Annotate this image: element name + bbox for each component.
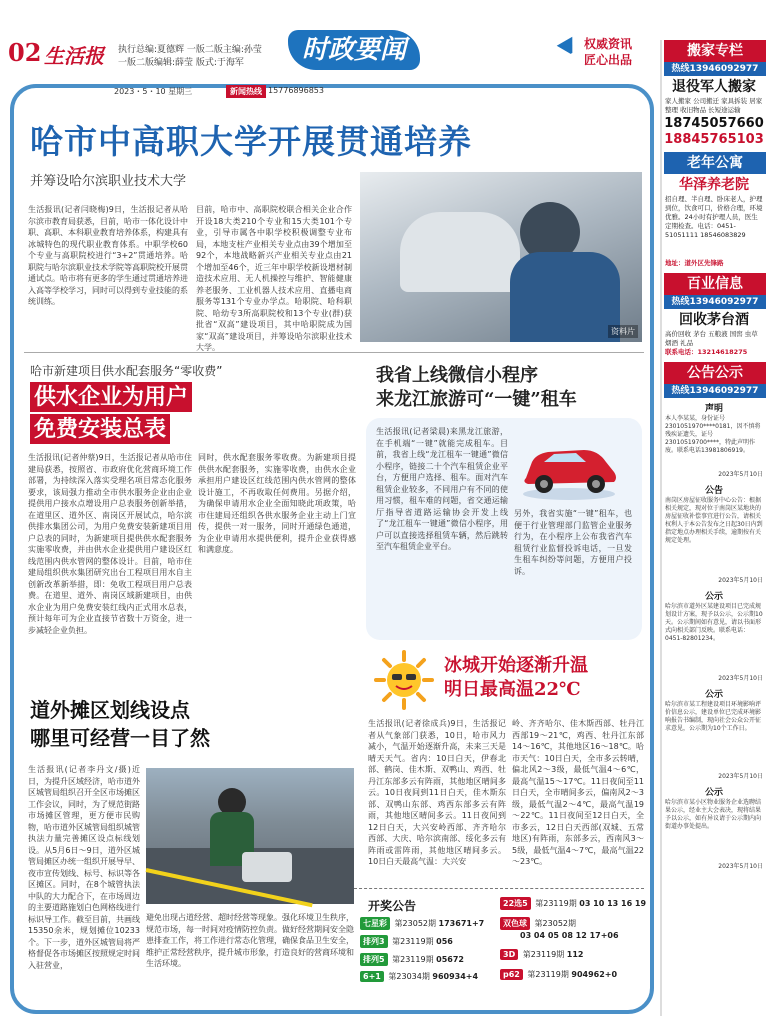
- lottery-box: [354, 888, 647, 1012]
- lottery-numbers: 05672: [436, 955, 464, 964]
- story2-title-line2: 免费安装总表: [30, 414, 170, 444]
- staff-line-2: 一版二版编辑:薛莹 版式:于海军: [118, 58, 244, 68]
- lottery-row: [500, 917, 576, 930]
- story4-title-line2: 明日最高温22℃: [444, 679, 581, 700]
- lottery-name: p62: [500, 969, 523, 980]
- story3-body-col1: 生活报讯(记者梁晨)来黑龙江旅游，在手机端“一键”就能完成租车。目前，我省上线“龙江租车一键通”微信小程序，链接二十个汽车租赁企业平台，方便用户选择、租车。面对汽车租赁企业较多，不同用户有不同的使用习惯，租车难的问题，省交通运输厅指导省道路运输协会开发上线了“龙江租车一键通”微信小程序，用户可以直接选择租赁车辆，然后跳转至汽车租赁企业平台。: [376, 427, 508, 551]
- care-home-address: 地址：道外区先锋路: [665, 259, 724, 267]
- section-banner: 时政要闻: [288, 30, 420, 70]
- paper-logo: 生活报: [44, 44, 104, 68]
- lottery-row: [360, 917, 484, 930]
- story3-body-col2: 另外，我省实施“一键”租车，也便于行业管理部门监管企业服务行为，在小程序上公布我省汽车租赁行业监督投诉电话，一旦发生租车纠纷等问题，方便用户投诉。: [514, 509, 632, 576]
- hotline-label: 新闻热线: [226, 85, 266, 98]
- notice-date: 2023年5月10日: [718, 471, 763, 478]
- ads-hotline: 热线13946092977: [664, 62, 766, 76]
- staff-credits: [118, 44, 298, 70]
- student-body: [510, 252, 620, 342]
- ads-hotline: 热线13946092977: [664, 384, 766, 398]
- notice-item: [662, 589, 766, 684]
- story3-title-line2: 来龙江旅游可“一键”租车: [376, 389, 577, 410]
- notice-date: 2023年5月10日: [718, 577, 763, 584]
- lottery-issue: 第23052期: [394, 919, 436, 928]
- lottery-numbers: 03 04 05 08 12 17+06: [520, 931, 619, 940]
- story5-title-line1: 道外摊区划线设点: [30, 698, 190, 722]
- moving-desc: 家人搬家 公司搬迁 家具拆装 居家整理 收旧物品 长短途运输: [665, 97, 763, 114]
- care-home-desc: 招自理、半自理、卧床老人，护理到位，饮食可口，价格合理，环境优雅。24小时有护理人员，医生定期检查。电话：0451-51051111 18546083829: [665, 195, 763, 239]
- ads-header-notices: 公告公示: [664, 362, 766, 384]
- lottery-row: [500, 949, 583, 960]
- slogan: [584, 36, 632, 68]
- lottery-row: [500, 969, 617, 980]
- lottery-numbers: 904962+0: [571, 970, 618, 979]
- moving-title: 退役军人搬家: [672, 79, 756, 95]
- ads-header-moving: 搬家专栏: [664, 40, 766, 62]
- lottery-row: [360, 935, 453, 948]
- ads-hotline: 热线13946092977: [664, 295, 766, 309]
- care-home-title: 华泽养老院: [679, 177, 749, 193]
- arrow-icon: [557, 37, 582, 62]
- photo-caption: 资料片: [608, 325, 638, 338]
- line-machine: [242, 852, 292, 882]
- ads-column: [660, 40, 766, 1016]
- lottery-issue: 第23119期: [535, 899, 577, 908]
- lottery-issue: 第23119期: [392, 937, 434, 946]
- notice-date: 2023年5月10日: [718, 675, 763, 682]
- lottery-numbers: 960934+4: [432, 972, 479, 981]
- notice-title: 公示: [704, 592, 723, 602]
- story1-title: 哈市中高职大学开展贯通培养: [30, 122, 472, 161]
- lottery-row: [360, 953, 464, 966]
- notice-text: 南岗区房屋征收服务中心公告：根据相关规定，现对位于南岗区某地块的房屋征收补偿事宜进行公告，请相关权利人于本公告发布之日起30日内到指定地点办理相关手续，逾期按有关规定处理。: [665, 497, 763, 544]
- story2-body-col2: 同时，供水配套服务零收费。为新建项目提供供水配套服务，实施零收费，由供水企业承担用户建设区红线范围内供水管网的整体设计施工，不再收取任何费用。另据介绍，为确保申请用水企业全面知晓此项政策，哈市住建局还组织各供水服务企业主动上门宣传，提供一对一服务，同时开通绿色通道，为企业申请用水提供便利，提升企业获得感和满意度。: [198, 453, 356, 554]
- notice-title: 公示: [704, 788, 723, 798]
- notice-item: [662, 483, 766, 586]
- ads-header-elderly: 老年公寓: [664, 152, 766, 174]
- notice-item: [662, 785, 766, 872]
- slogan-line-2: 匠心出品: [584, 53, 633, 67]
- issue-date: 2023・5・10 星期三: [114, 87, 193, 96]
- lottery-numbers-row: [520, 931, 619, 940]
- story1-body-col2: 目前，哈市中、高职院校联合相关企业合作开设18大类210个专业和15大类101个专业，引导市属各中职学校积极调整专业布局，本地支柱产业相关专业点由39个增加至92个，本地战略新兴产业相关专业点由21个增加至46个，近三年中职学校新设增材制造技术应用、无人机操控与维护、智能健康养老服务、工业机器人技术应用、直播电商服务等131个专业办学点。哈职院、哈科职院、哈幼专3所高职院校和13个专业(群)获批省“双高”建设项目，其中哈职院成为国家“双高”建设项目，并筹设哈尔滨职业技术大学。: [196, 205, 352, 352]
- notice-text: 本人李某某，身份证号2301051970****0181，因不慎将残疾证遗失，证号23010519700****，特此声明作废。联系电话13981806919。: [665, 415, 761, 454]
- story5-title-line2: 哪里可经营一目了然: [30, 726, 210, 750]
- notice-item: [662, 401, 766, 480]
- lottery-row: [500, 897, 646, 910]
- story5-title: [30, 696, 350, 752]
- story4-title-line1: 冰城开始逐渐升温: [444, 655, 588, 676]
- lottery-name: 排列3: [360, 935, 388, 948]
- notice-item: [662, 687, 766, 782]
- story3-title-line1: 我省上线微信小程序: [376, 365, 538, 386]
- lottery-issue: 第23119期: [522, 950, 565, 959]
- lottery-name: 6+1: [360, 971, 384, 982]
- recycle-phone: 联系电话：13214618275: [665, 348, 748, 356]
- lottery-name: 双色球: [500, 917, 530, 930]
- lottery-name: 3D: [500, 949, 518, 960]
- recycle-title: 回收茅台酒: [679, 312, 749, 328]
- page-number: 02: [8, 38, 42, 67]
- lottery-name: 七星彩: [360, 917, 390, 930]
- notice-title: 公示: [704, 690, 723, 700]
- lottery-numbers: 056: [436, 937, 453, 946]
- story4-body-col1: 生活报讯(记者徐成兵)9日，生活报记者从气象部门获悉，10日，哈市风力减小，气温开始逐渐升高，未来三天是晴天天气。省内：10日白天，伊春北部、鹤岗、佳木斯、双鸭山、鸡西、牡丹江东部多云有阵雨，其他地区晴间多云。10日夜间到11日白天，佳木斯东部、双鸭山东部、鸡西东部多云有阵雨，其他地区晴间多云。11日夜间到12日白天，大兴安岭西部、齐齐哈尔西部、大庆、哈尔滨南部、绥化多云有阵雨或雷阵雨，其他地区晴间多云。10日白天最高气温：大兴安: [368, 719, 506, 866]
- story5-body-col2: 避免出现占道经营、超时经营等现象。强化环境卫生秩序，规范市场，每一时间对疫情防控负责。做好经营期间安全隐患排查工作，将工作进行常态化管理，确保食品卫生安全，维护正常经营秩序，提升城市形象，打造良好的营商环境和生活环境。: [146, 913, 354, 968]
- story2-title-line1: 供水企业为用户: [30, 382, 192, 412]
- lottery-name: 排列5: [360, 953, 388, 966]
- lottery-issue: 第23052期: [534, 919, 576, 928]
- story4-body-col2: 岭、齐齐哈尔、佳木斯西部、牡丹江西部19～21℃，鸡西、牡丹江东部14～16℃，其他地区16～18℃。哈市天气：10日白天，全市多云转晴，偏北风2～3级，最低气温4～6℃，最高气温15～17℃。11日夜间至11日白天，全市晴间多云，偏南风2～3级，最低气温2～4℃，最高气温19～22℃。11日夜间至12日白天，全市多云，12日白天西部(双城、五常地区)有阵雨，东部多云，西南风3～5级，最低气温4～7℃，最高气温22～23℃。: [512, 719, 644, 866]
- story5-body-col1: 生活报讯(记者李丹文/摄)近日，为提升区域经济，哈市道外区城管局组织召开全区市场摊区工作会议，同时，为了规范街路市场摊区管理，更方便市民购物，哈市道外区城管局组织城管执法力量完善摊区设点标线划设。从5月6日～9日，道外区城管局摊区办统一组织开展导早、夜市宣传划线、标号、标识等各区摊区。同时，在8个城管执法中队的大力配合下，在市场周边的主要道路施划白色网格线进行标识导工作。截至目前，共画线15350余米，规划摊位10233个。下一步，道外区城管局将严格督促各市场摊区按照规定时间入驻营业，: [28, 765, 140, 970]
- hotline-number: 15776896853: [268, 86, 324, 95]
- ads-header-business: 百业信息: [664, 273, 766, 295]
- notice-title: 声明: [704, 404, 723, 414]
- lottery-issue: 第23119期: [392, 955, 434, 964]
- lottery-numbers: 03 10 13 16 19: [579, 899, 647, 908]
- lottery-issue: 第23119期: [527, 970, 569, 979]
- notice-date: 2023年5月10日: [718, 863, 763, 870]
- story1-subtitle: 并筹设哈尔滨职业技术大学: [30, 174, 187, 189]
- car-icon: [514, 432, 624, 502]
- story5-photo: [146, 768, 354, 904]
- notice-text: 哈尔滨市某小区物业服务企业选聘结果公示，经业主大会表决，现将结果予以公示，如有异议请于公示期内向街道办事处提出。: [665, 799, 762, 830]
- lottery-numbers: 173671+7: [438, 919, 485, 928]
- notice-text: 哈尔滨市某工程建设项目环境影响评价信息公示，建设单位已完成环境影响报告书编制，现向社会公众公开征求意见，公示期为10个工作日。: [665, 701, 762, 732]
- notice-date: 2023年5月10日: [718, 773, 763, 780]
- slogan-line-1: 权威资讯: [584, 37, 633, 51]
- lottery-title: 开奖公告: [368, 899, 417, 913]
- recycle-desc: 高价回收 茅台 五粮液 国窖 虫草 烟酒 礼品: [665, 330, 758, 347]
- moving-phone-2: 18845765103: [664, 132, 764, 147]
- story2-kicker: 哈市新建项目供水配套服务“零收费”: [30, 364, 223, 378]
- lottery-numbers: 112: [566, 950, 584, 959]
- notice-text: 哈尔滨市道外区某建设项目已完成规划设计方案，现予以公示，公示期10天。公示期间如有意见，请以书面形式向相关部门反映。联系电话：0451-82801234。: [665, 603, 763, 642]
- divider: [24, 352, 644, 353]
- story1-body-col1: 生活报讯(记者闫晓梅)9日，生活报记者从哈尔滨市教育局获悉，目前，哈市一体化设计中职、高职、本科职业教育培养体系，构建具有冰城特色的现代职业教育体系。中职学校60个专业与高职院校进行“3+2”贯通培养。哈职院与哈尔滨职业技术学院等高职院校开展贯通试点。哈市将有更多的学生通过贯通培养进入高等学校学习，同时可以得到专业技能的系统训练。: [28, 205, 188, 306]
- main-content-frame: [10, 84, 654, 1014]
- lottery-issue: 第23034期: [388, 972, 430, 981]
- story2-body-col1: 生活报讯(记者仲蔡)9日，生活报记者从哈市住建局获悉，按照省、市政府优化营商环境工作部署，为持续深入落实受理名项目常态化服务要求，该局强力推动全市供水服务企业由企业提供用户接水点增设用户总表服务创新举措，在道里区、道外区、南岗区开展试点，哈尔滨供排水集团公司，为用户免费安装新建项目用户总表的同时，为新建项目提供供水配套服务实施零收费，并由供水企业提供用户建设区红线范围内供水管网的整体设计。目前，哈市住建局组织供水集团研究出台工程项目用水自主创新改革新举措，即：免收工程项目用户总表费。在道里、道外、南岗区域新建项目，由供水企业为用户免费安装红线内正式用水总表，预计每年可为企业直接节省数十万资金，进一步减轻企业负担。: [28, 453, 192, 635]
- story2-title: [30, 382, 192, 444]
- story3-title: [376, 364, 638, 412]
- moving-phone-1: 18745057660: [664, 116, 764, 131]
- sun-icon: [374, 650, 434, 710]
- lottery-row: [360, 971, 478, 982]
- staff-line-1: 执行总编:夏德辉 一版二版主编:孙莹: [118, 45, 262, 55]
- story1-photo: [360, 172, 642, 342]
- notice-title: 公告: [704, 486, 723, 496]
- lottery-name: 22选5: [500, 897, 531, 910]
- car-shape: [400, 212, 520, 292]
- story4-title: [444, 654, 644, 702]
